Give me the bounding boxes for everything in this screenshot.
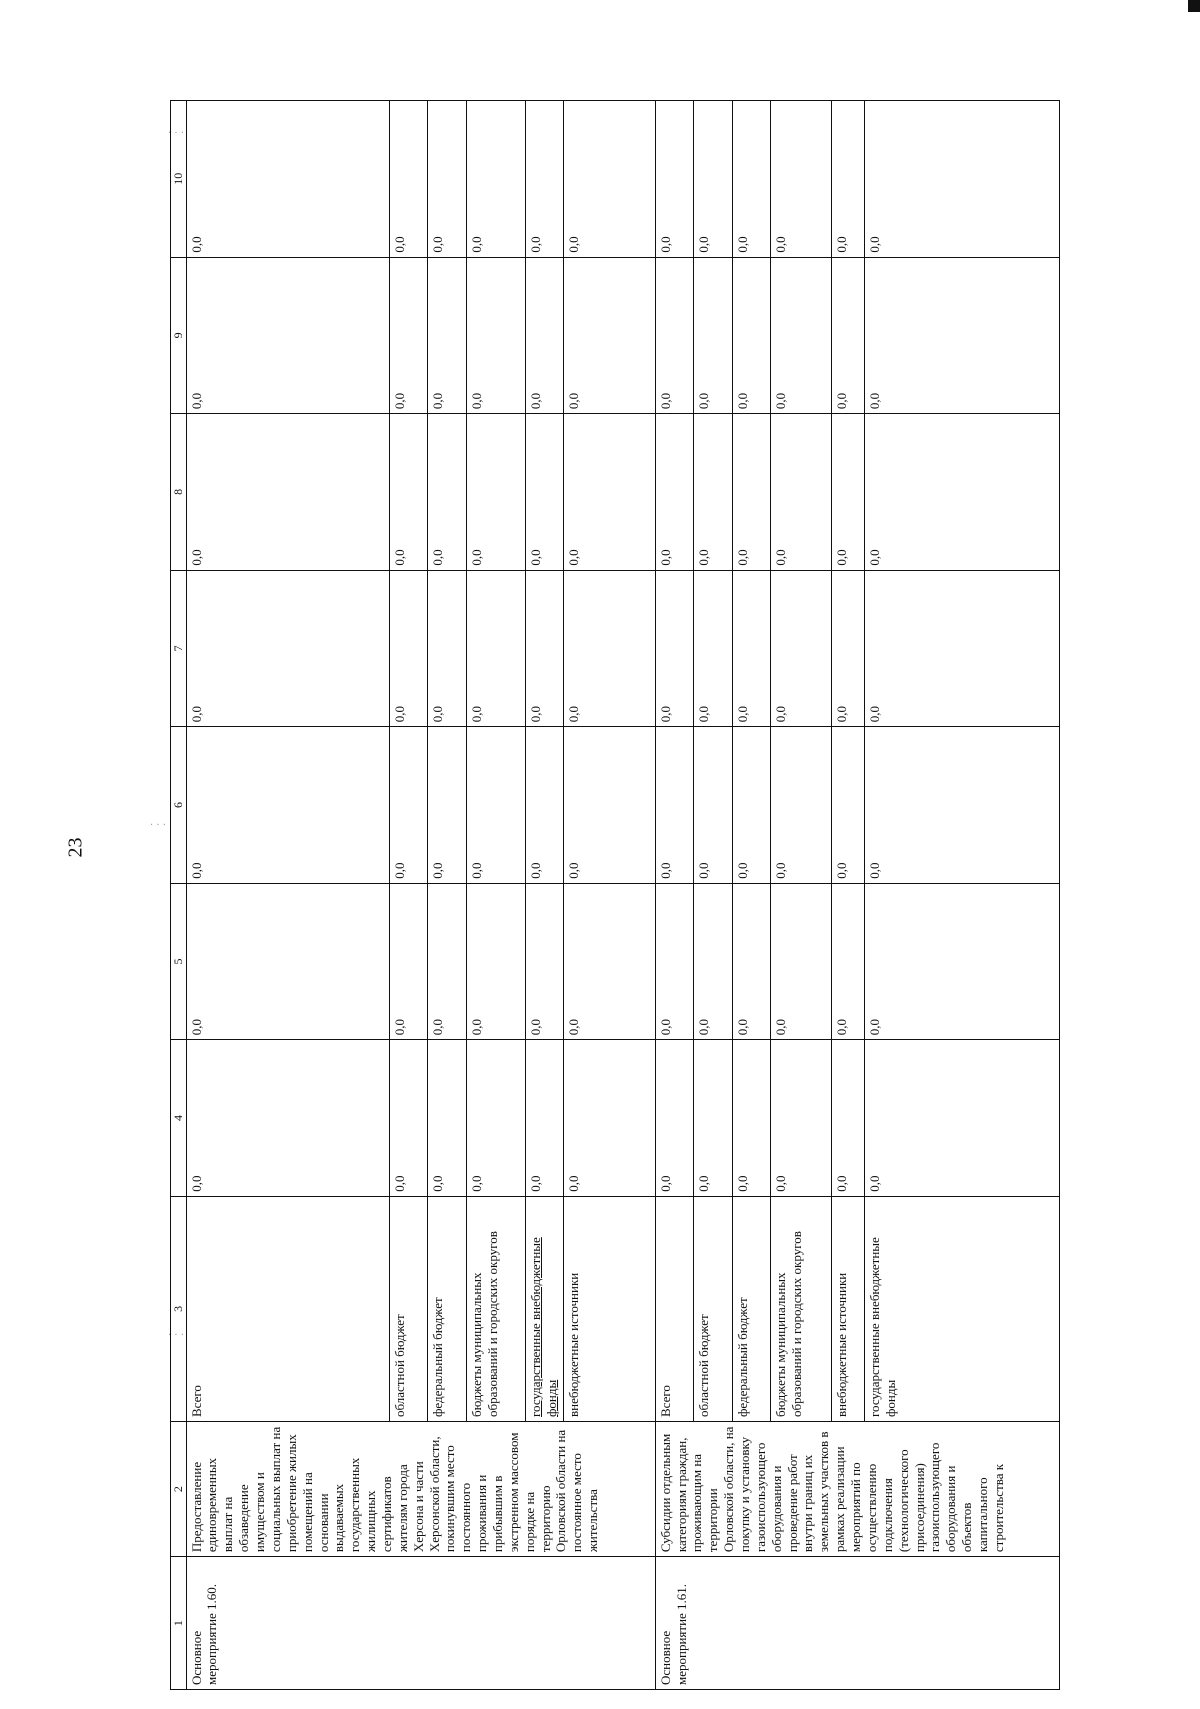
value-cell: 0,0 — [694, 257, 733, 414]
value-cell: 0,0 — [655, 414, 694, 571]
value-cell: 0,0 — [389, 883, 428, 1040]
value-cell: 0,0 — [732, 101, 771, 258]
value-cell: 0,0 — [525, 1040, 564, 1197]
funding-source: областной бюджет — [389, 1196, 428, 1421]
funding-source: внебюджетные источники — [564, 1196, 655, 1421]
scan-artifact: · · · — [168, 128, 184, 139]
scan-artifact: · · · — [150, 820, 166, 831]
value-cell: 0,0 — [864, 101, 1059, 258]
funding-source: областной бюджет — [694, 1196, 733, 1421]
value-cell: 0,0 — [466, 257, 525, 414]
value-cell: 0,0 — [466, 727, 525, 884]
header-cell: 8 — [171, 414, 187, 571]
value-cell: 0,0 — [428, 101, 467, 258]
funding-source: Всего — [186, 1196, 389, 1421]
value-cell: 0,0 — [732, 883, 771, 1040]
value-cell: 0,0 — [428, 727, 467, 884]
value-cell: 0,0 — [655, 883, 694, 1040]
value-cell: 0,0 — [389, 257, 428, 414]
value-cell: 0,0 — [564, 1040, 655, 1197]
value-cell: 0,0 — [732, 570, 771, 727]
funding-source: бюджеты муниципальных образований и городских округов — [466, 1196, 525, 1421]
value-cell: 0,0 — [389, 101, 428, 258]
value-cell: 0,0 — [525, 727, 564, 884]
budget-table — [170, 100, 1060, 1690]
value-cell: 0,0 — [428, 570, 467, 727]
value-cell: 0,0 — [771, 1040, 832, 1197]
page-number: 23 — [64, 837, 87, 858]
scan-artifact: · · · — [168, 1330, 184, 1341]
funding-source: федеральный бюджет — [732, 1196, 771, 1421]
funding-source: государственные внебюджетные фонды — [864, 1196, 1059, 1421]
value-cell: 0,0 — [832, 1040, 864, 1197]
header-cell: 2 — [171, 1422, 187, 1557]
value-cell: 0,0 — [525, 570, 564, 727]
table-row — [655, 101, 694, 1690]
value-cell: 0,0 — [564, 883, 655, 1040]
value-cell: 0,0 — [186, 1040, 389, 1197]
measure-code: Основное мероприятие 1.61. — [655, 1557, 1059, 1690]
value-cell: 0,0 — [525, 414, 564, 571]
value-cell: 0,0 — [694, 570, 733, 727]
header-cell: 10 — [171, 101, 187, 258]
table-row — [186, 101, 389, 1690]
value-cell: 0,0 — [694, 1040, 733, 1197]
measure-code: Основное мероприятие 1.60. — [186, 1557, 655, 1690]
funding-source: государственные внебюджетные фонды — [525, 1196, 564, 1421]
value-cell: 0,0 — [186, 414, 389, 571]
header-cell: 6 — [171, 727, 187, 884]
value-cell: 0,0 — [864, 883, 1059, 1040]
value-cell: 0,0 — [771, 883, 832, 1040]
value-cell: 0,0 — [832, 101, 864, 258]
value-cell: 0,0 — [732, 414, 771, 571]
value-cell: 0,0 — [694, 883, 733, 1040]
value-cell: 0,0 — [466, 570, 525, 727]
value-cell: 0,0 — [864, 257, 1059, 414]
value-cell: 0,0 — [389, 570, 428, 727]
value-cell: 0,0 — [864, 727, 1059, 884]
header-cell: 1 — [171, 1557, 187, 1690]
scan-corner-mark — [1188, 0, 1200, 12]
value-cell: 0,0 — [564, 257, 655, 414]
budget-table-rotated — [170, 100, 1060, 1690]
value-cell: 0,0 — [186, 257, 389, 414]
value-cell: 0,0 — [655, 1040, 694, 1197]
value-cell: 0,0 — [564, 414, 655, 571]
measure-description: Предоставление единовременных выплат на обзаведение имуществом и социальных выплат на приобретение жилых помещений на основании выдаваемых государственных жилищных сертификатов жителям города Херсона и части Херсонской области, покинувшим место постоянного проживания и прибывшим в экстренном массовом порядке на территорию Орловской области на постоянное место жительства — [186, 1422, 655, 1557]
value-cell: 0,0 — [771, 257, 832, 414]
funding-source: Всего — [655, 1196, 694, 1421]
value-cell: 0,0 — [832, 570, 864, 727]
value-cell: 0,0 — [525, 883, 564, 1040]
value-cell: 0,0 — [389, 414, 428, 571]
value-cell: 0,0 — [525, 101, 564, 258]
value-cell: 0,0 — [864, 1040, 1059, 1197]
value-cell: 0,0 — [832, 727, 864, 884]
value-cell: 0,0 — [832, 883, 864, 1040]
value-cell: 0,0 — [466, 1040, 525, 1197]
value-cell: 0,0 — [564, 727, 655, 884]
value-cell: 0,0 — [186, 101, 389, 258]
value-cell: 0,0 — [832, 414, 864, 571]
funding-source: внебюджетные источники — [832, 1196, 864, 1421]
value-cell: 0,0 — [428, 883, 467, 1040]
value-cell: 0,0 — [771, 570, 832, 727]
value-cell: 0,0 — [428, 414, 467, 571]
value-cell: 0,0 — [655, 257, 694, 414]
value-cell: 0,0 — [186, 570, 389, 727]
value-cell: 0,0 — [466, 101, 525, 258]
value-cell: 0,0 — [832, 257, 864, 414]
value-cell: 0,0 — [655, 570, 694, 727]
value-cell: 0,0 — [466, 883, 525, 1040]
value-cell: 0,0 — [389, 727, 428, 884]
header-cell: 9 — [171, 257, 187, 414]
value-cell: 0,0 — [771, 727, 832, 884]
value-cell: 0,0 — [186, 727, 389, 884]
funding-source: бюджеты муниципальных образований и городских округов — [771, 1196, 832, 1421]
value-cell: 0,0 — [428, 257, 467, 414]
header-cell: 3 — [171, 1196, 187, 1421]
value-cell: 0,0 — [732, 727, 771, 884]
value-cell: 0,0 — [694, 414, 733, 571]
value-cell: 0,0 — [864, 414, 1059, 571]
value-cell: 0,0 — [771, 414, 832, 571]
header-cell: 7 — [171, 570, 187, 727]
value-cell: 0,0 — [694, 101, 733, 258]
value-cell: 0,0 — [525, 257, 564, 414]
value-cell: 0,0 — [564, 101, 655, 258]
value-cell: 0,0 — [732, 257, 771, 414]
value-cell: 0,0 — [389, 1040, 428, 1197]
header-row — [171, 101, 187, 1690]
value-cell: 0,0 — [864, 570, 1059, 727]
value-cell: 0,0 — [564, 570, 655, 727]
value-cell: 0,0 — [655, 101, 694, 258]
value-cell: 0,0 — [186, 883, 389, 1040]
header-cell: 4 — [171, 1040, 187, 1197]
value-cell: 0,0 — [694, 727, 733, 884]
measure-description: Субсидии отдельным категориям граждан, проживающим на территории Орловской области, на покупку и установку газоиспользующего оборудования и проведение работ внутри границ их земельных участков в рамках реализации мероприятий по осуществлению подключения (технологического присоединения) газоиспользующего оборудования и объектов капитального строительства к — [655, 1422, 1059, 1557]
funding-source: федеральный бюджет — [428, 1196, 467, 1421]
value-cell: 0,0 — [732, 1040, 771, 1197]
header-cell: 5 — [171, 883, 187, 1040]
value-cell: 0,0 — [466, 414, 525, 571]
value-cell: 0,0 — [771, 101, 832, 258]
value-cell: 0,0 — [655, 727, 694, 884]
value-cell: 0,0 — [428, 1040, 467, 1197]
